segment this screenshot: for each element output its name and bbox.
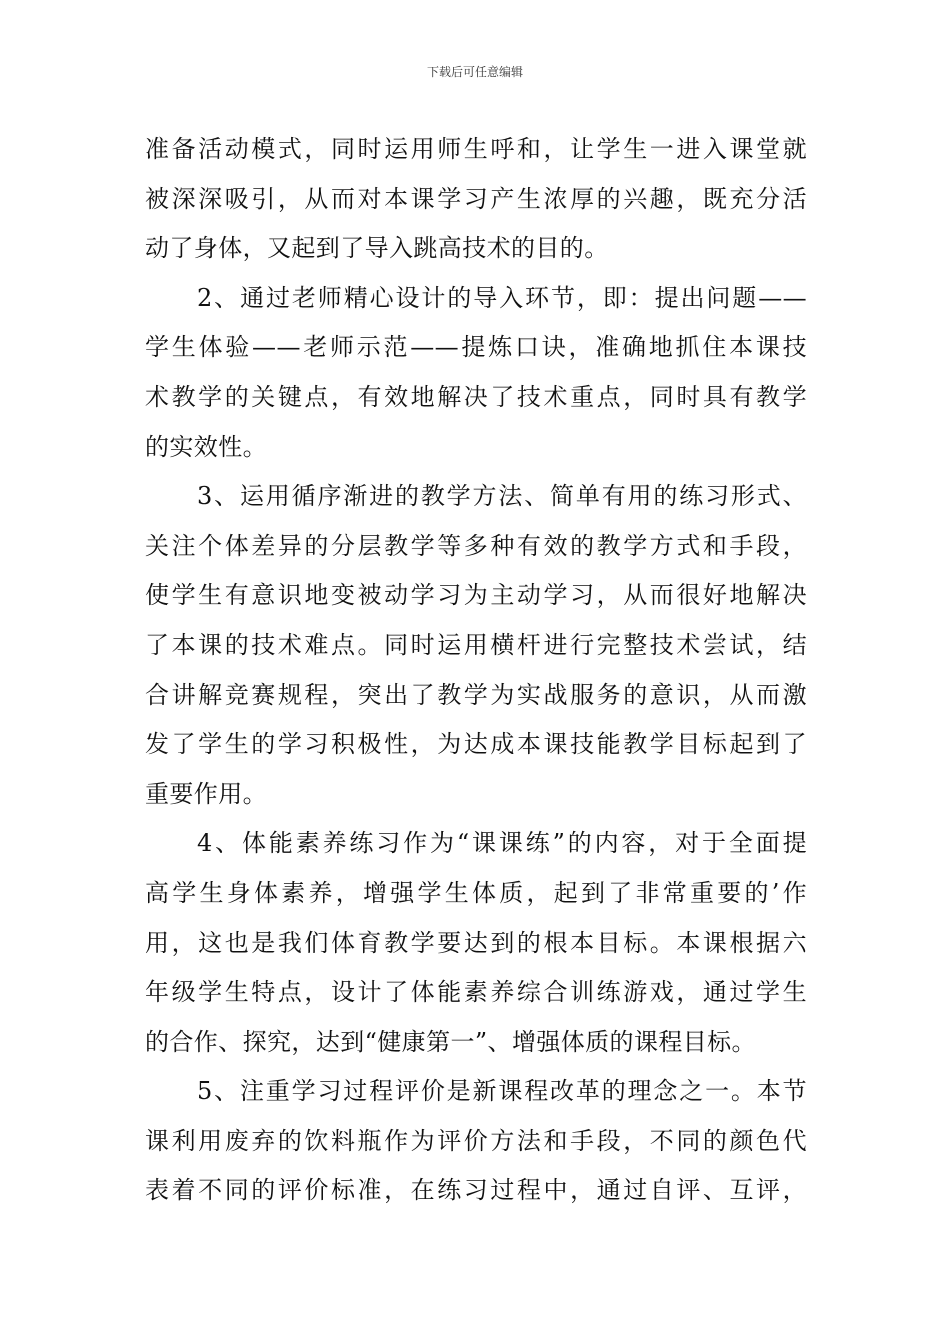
text-line: 年级学生特点，设计了体能素养综合训练游戏，通过学生 [145,978,807,1007]
text-line: 术教学的关键点，有效地解决了技术重点，同时具有教学 [145,382,807,411]
text-line: 动了身体，又起到了导入跳高技术的目的。 [145,234,609,263]
text-line: 关注个体差异的分层教学等多种有效的教学方式和手段， [145,531,807,560]
text-line: 合讲解竞赛规程，突出了教学为实战服务的意识，从而激 [145,680,807,709]
text-line: 的合作、探究，达到“健康第一”、增强体质的课程目标。 [145,1027,756,1056]
text-line: 5、注重学习过程评价是新课程改革的理念之一。本节 [197,1077,807,1106]
document-body [145,125,807,1216]
text-line: 3、运用循序渐进的教学方法、简单有用的练习形式、 [197,482,807,511]
text-line: 准备活动模式，同时运用师生呼和，让学生一进入课堂就 [145,135,807,163]
text-line: 重要作用。 [145,779,267,808]
text-line: 4、体能素养练习作为“课课练”的内容，对于全面提 [197,829,807,858]
text-line: 发了学生的学习积极性，为达成本课技能教学目标起到了 [145,730,807,759]
text-line: 表着不同的评价标准，在练习过程中，通过自评、互评， [145,1176,807,1205]
text-line: 的实效性。 [145,432,267,461]
text-line: 课利用废弃的饮料瓶作为评价方法和手段，不同的颜色代 [145,1126,807,1155]
text-line: 使学生有意识地变被动学习为主动学习，从而很好地解决 [145,581,807,610]
text-line: 2、通过老师精心设计的导入环节，即：提出问题—— [197,283,807,312]
page-header: 下载后可任意编辑 [426,65,523,79]
text-line: 被深深吸引，从而对本课学习产生浓厚的兴趣，既充分活 [145,184,807,213]
text-line: 高学生身体素养，增强学生体质，起到了非常重要的’作 [145,878,807,907]
text-line: 用，这也是我们体育教学要达到的根本目标。本课根据六 [145,928,807,957]
text-line: 了本课的技术难点。同时运用横杆进行完整技术尝试，结 [145,630,807,659]
text-line: 学生体验——老师示范——提炼口诀，准确地抓住本课技 [145,333,807,362]
